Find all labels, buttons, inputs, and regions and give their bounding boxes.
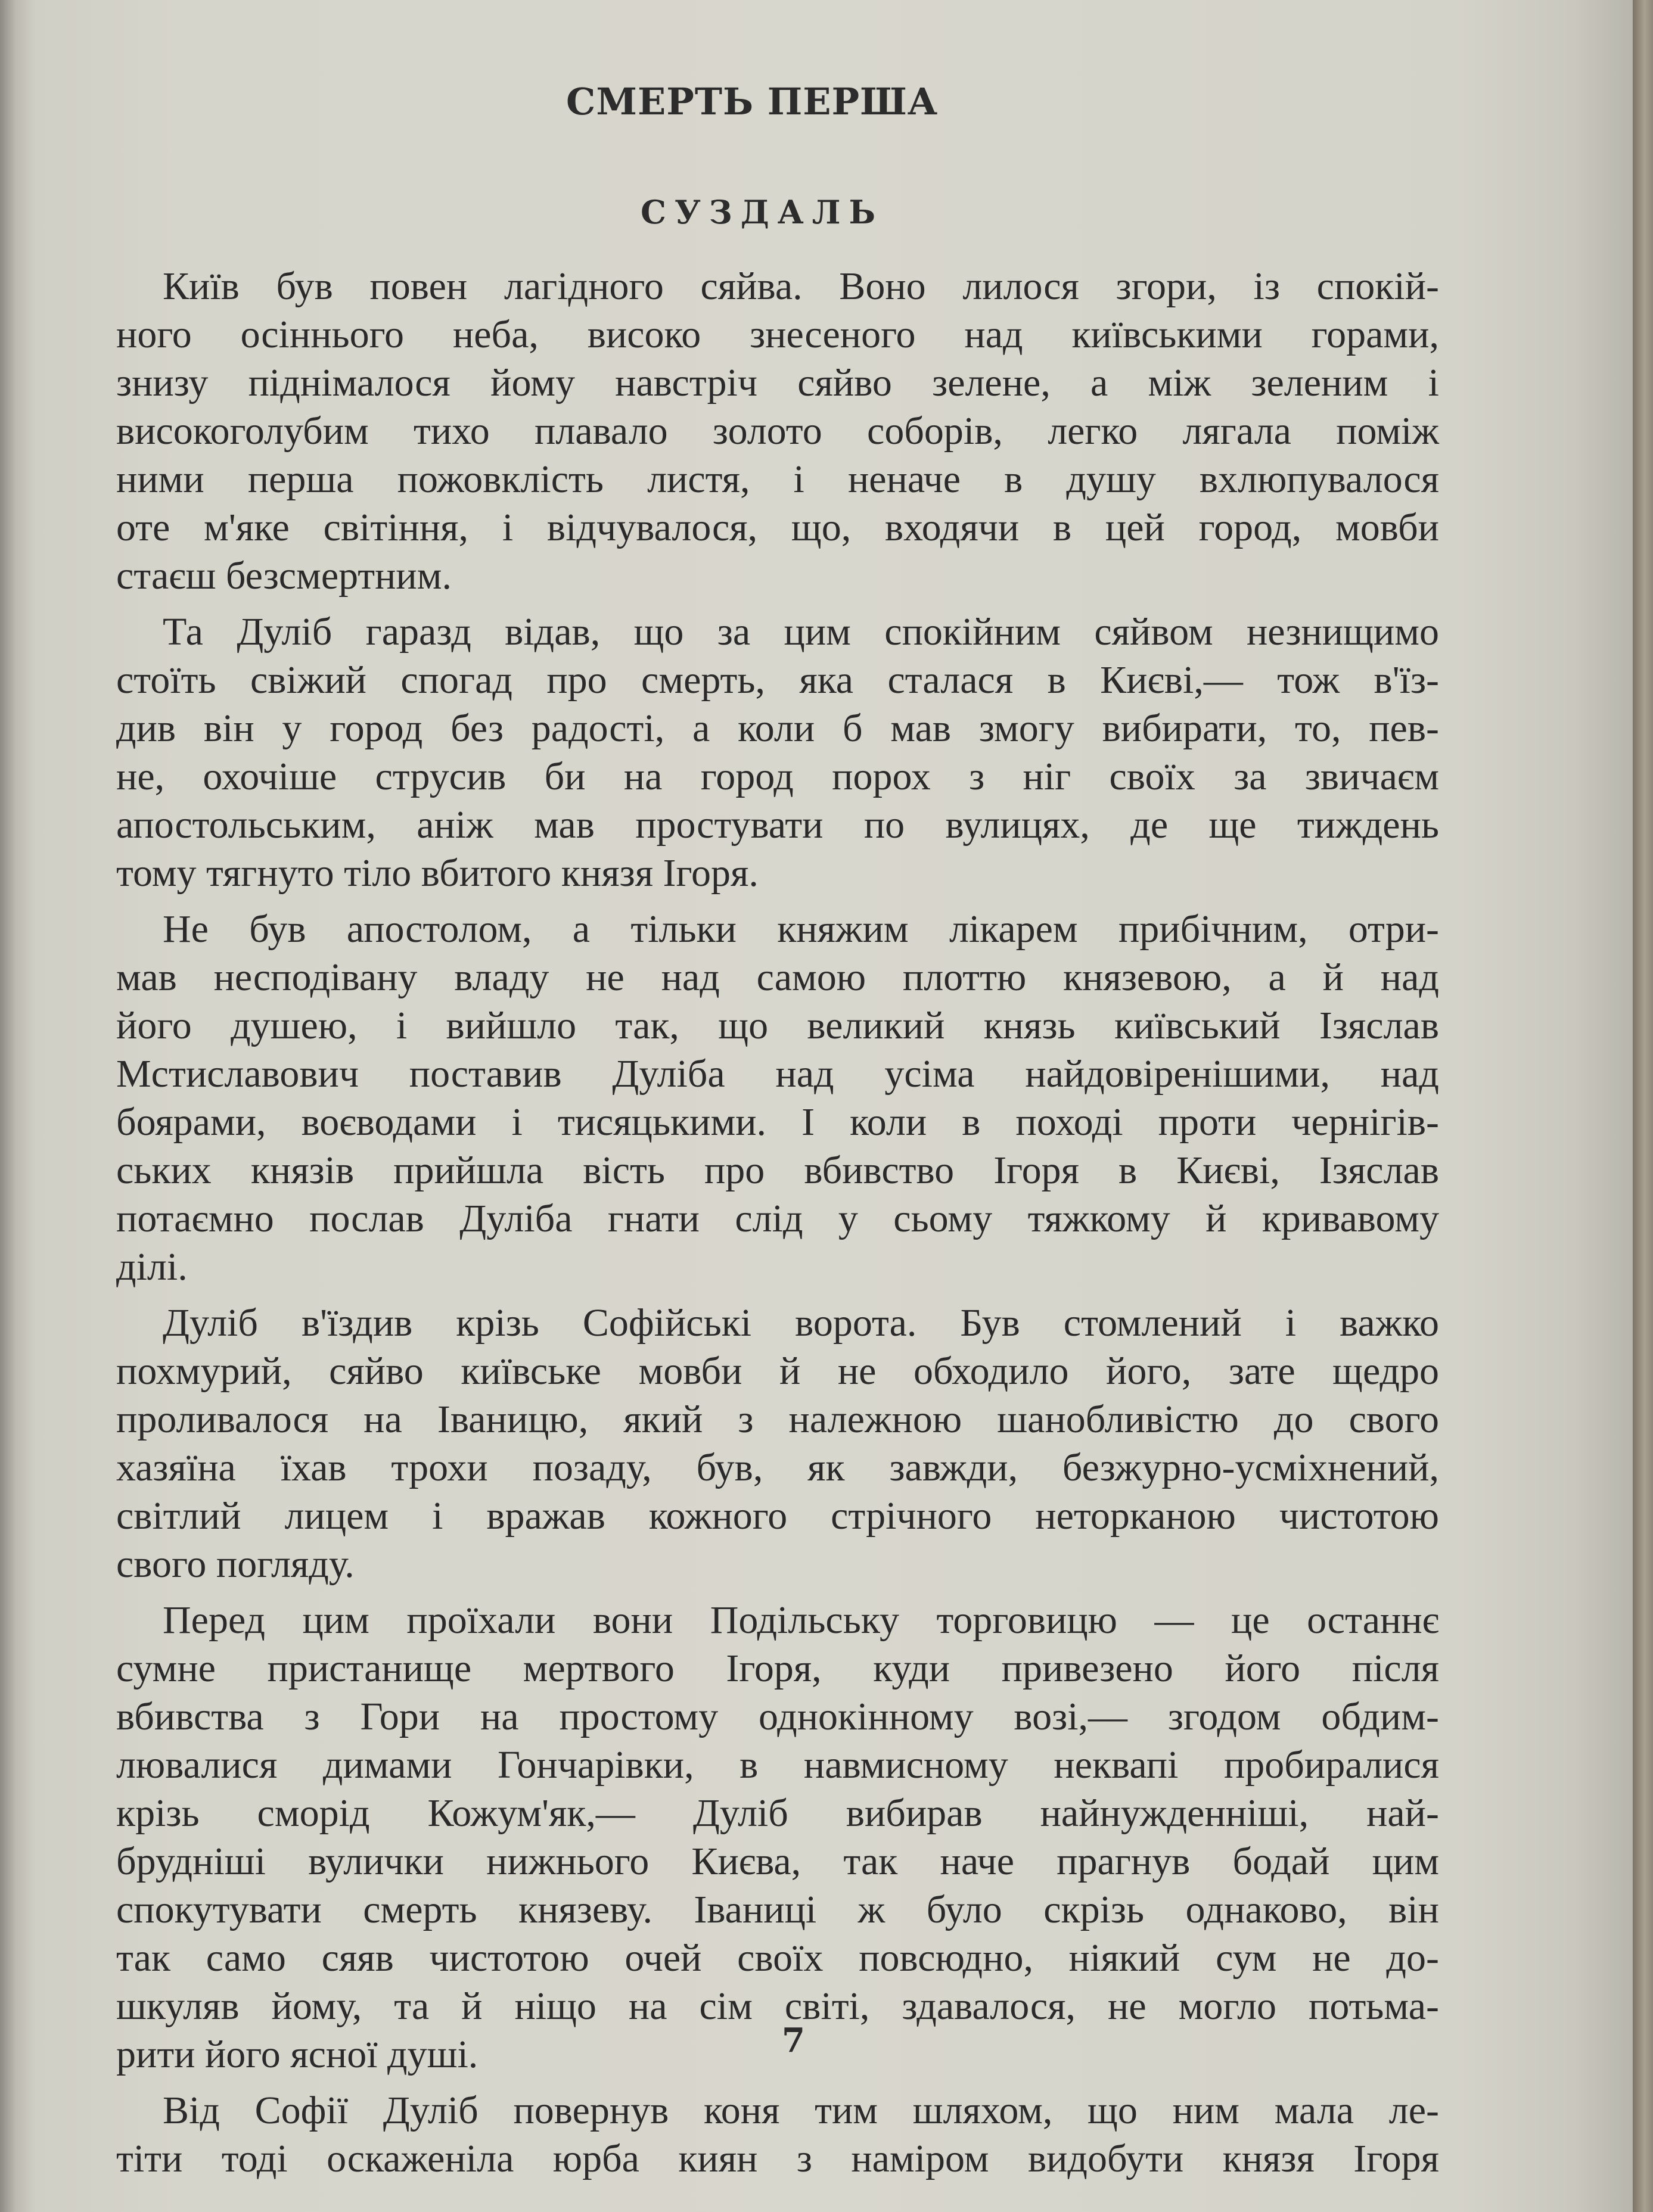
text-line: стаєш безсмертним. [116, 554, 452, 598]
text-line: Київ був повен лагідного сяйва. Воно лилося згори, із спокій- [163, 265, 1439, 308]
text-line: світлий лицем і вражав кожного стрічного неторканою чистотою [116, 1494, 1439, 1538]
text-line: оте м'яке світіння, і відчувалося, що, входячи в цей город, мовби [116, 506, 1439, 549]
text-line: потаємно послав Дуліба гнати слід у сьому тяжкому й кривавому [116, 1197, 1439, 1240]
text-line: високоголубим тихо плавало золото соборів, легко лягала поміж [116, 409, 1439, 453]
chapter-title: СУЗДАЛЬ [641, 193, 884, 231]
page-number: 7 [782, 2021, 805, 2060]
text-line: сумне пристанище мертвого Ігоря, куди привезено його після [116, 1647, 1439, 1690]
paragraph [116, 262, 1439, 600]
paragraph [116, 905, 1439, 1291]
paragraph [116, 608, 1439, 897]
text-line: рити його ясної душі. [116, 2033, 479, 2076]
text-line: його душею, і вийшло так, що великий князь київський Ізяслав [116, 1004, 1439, 1047]
text-line: так само сяяв чистотою очей своїх повсюдно, ніякий сум не до- [116, 1936, 1439, 1980]
text-line: ними перша пожовклість листя, і неначе в душу вхлюпувалося [116, 458, 1439, 501]
text-line: тому тягнуто тіло вбитого князя Ігоря. [116, 851, 759, 895]
text-line: Мстиславович поставив Дуліба над усіма найдовіренішими, над [116, 1052, 1439, 1096]
text-line: ділі. [116, 1245, 188, 1289]
text-line: Перед цим проїхали вони Подільську торговицю — це останнє [163, 1598, 1439, 1642]
text-line: тіти тоді оскаженіла юрба киян з наміром видобути князя Ігоря [116, 2137, 1439, 2180]
text-line: свого погляду. [116, 1542, 355, 1586]
text-line: боярами, воєводами і тисяцькими. І коли в поході проти чернігів- [116, 1100, 1439, 1144]
text-line: апостольським, аніж мав простувати по вулицях, де ще тиждень [116, 803, 1439, 847]
paragraph [116, 1596, 1439, 2079]
body-text [116, 262, 1439, 2191]
text-line: спокутувати смерть князеву. Іваниці ж було скрізь однаково, він [116, 1888, 1439, 1931]
text-line: не, охочіше струсив би на город порох з ніг своїх за звичаєм [116, 755, 1439, 798]
paragraph [116, 1299, 1439, 1588]
book-edge [1633, 0, 1653, 2212]
text-line: проливалося на Іваницю, який з належною шанобливістю до свого [116, 1398, 1439, 1441]
text-line: знизу піднімалося йому навстріч сяйво зелене, а між зеленим і [116, 361, 1439, 405]
text-line: шкуляв йому, та й ніщо на сім світі, здавалося, не могло потьма- [116, 1984, 1439, 2028]
text-line: хазяїна їхав трохи позаду, був, як завжди, безжурно-усміхнений, [116, 1446, 1439, 1489]
text-line: ного осіннього неба, високо знесеного над київськими горами, [116, 313, 1439, 356]
part-title: СМЕРТЬ ПЕРША [566, 80, 939, 123]
text-line: Від Софії Дуліб повернув коня тим шляхом, що ним мала ле- [163, 2089, 1439, 2132]
text-line: вбивства з Гори на простому однокінному возі,— згодом обдим- [116, 1695, 1439, 1738]
text-line: див він у город без радості, а коли б мав змогу вибирати, то, пев- [116, 707, 1439, 750]
text-line: Та Дуліб гаразд відав, що за цим спокійним сяйвом незнищимо [163, 610, 1439, 654]
text-line: крізь сморід Кожум'як,— Дуліб вибирав найнужденніші, най- [116, 1791, 1439, 1835]
text-line: ських князів прийшла вість про вбивство Ігоря в Києві, Ізяслав [116, 1149, 1439, 1192]
text-line: похмурий, сяйво київське мовби й не обходило його, зате щедро [116, 1349, 1439, 1393]
text-line: Не був апостолом, а тільки княжим лікарем прибічним, отри- [163, 907, 1439, 951]
text-line: брудніші вулички нижнього Києва, так наче прагнув бодай цим [116, 1840, 1439, 1883]
paragraph [116, 2086, 1439, 2183]
text-line: Дуліб в'їздив крізь Софійські ворота. Був стомлений і важко [163, 1301, 1439, 1345]
text-line: стоїть свіжий спогад про смерть, яка сталася в Києві,— тож в'їз- [116, 658, 1439, 702]
text-line: лювалися димами Гончарівки, в навмисному неквапі пробиралися [116, 1743, 1439, 1787]
text-line: мав несподівану владу не над самою плоттю князевою, а й над [116, 956, 1439, 999]
